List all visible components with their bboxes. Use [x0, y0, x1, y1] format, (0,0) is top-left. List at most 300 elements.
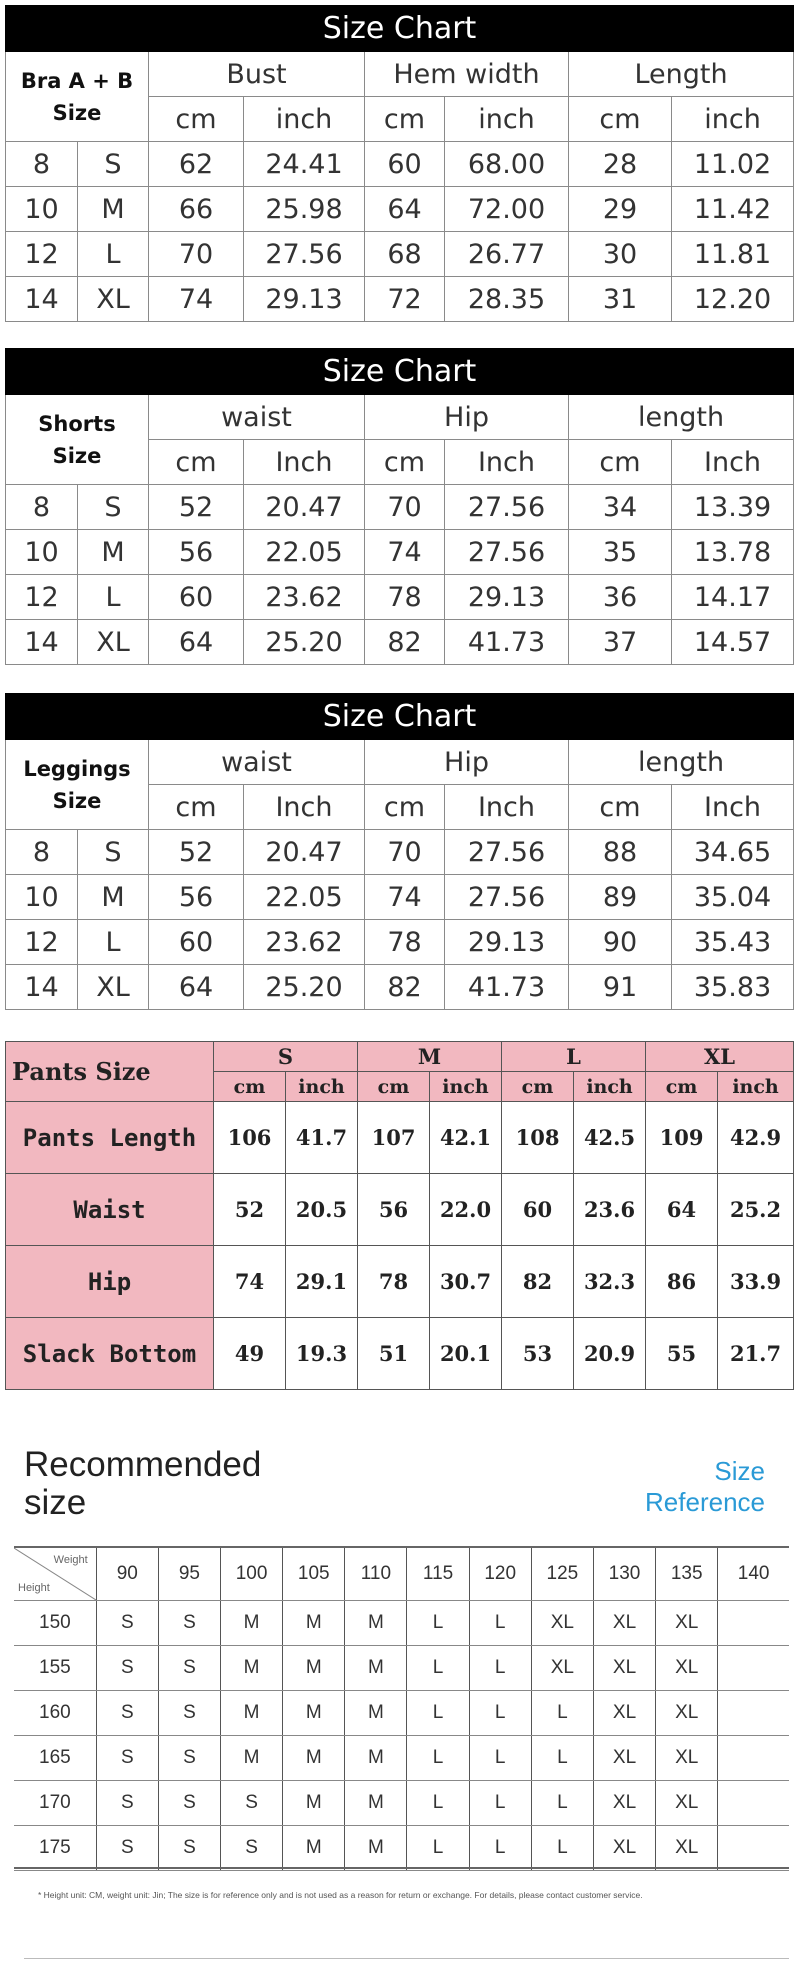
cell: 30 — [569, 232, 672, 277]
cell: 88 — [569, 830, 672, 875]
size-cell: XL — [593, 1736, 655, 1781]
cell: 8 — [6, 142, 78, 187]
cell: 64 — [365, 187, 445, 232]
cell: S — [78, 485, 149, 530]
cell: L — [78, 232, 149, 277]
cell: 74 — [365, 530, 445, 575]
unit-header: cm — [365, 440, 445, 485]
size-cell: M — [283, 1601, 345, 1646]
cell: 23.62 — [244, 920, 365, 965]
weight-header: 100 — [221, 1548, 283, 1601]
size-cell: L — [531, 1826, 593, 1871]
unit-header: cm — [502, 1072, 574, 1102]
cell: 89 — [569, 875, 672, 920]
table-row — [6, 232, 794, 277]
cell: 25.20 — [244, 620, 365, 665]
weight-header: 110 — [345, 1548, 407, 1601]
cell: 25.2 — [718, 1174, 794, 1246]
cell: 35.04 — [672, 875, 794, 920]
recommended-title — [24, 1446, 261, 1522]
size-cell: M — [345, 1826, 407, 1871]
size-cell: M — [221, 1646, 283, 1691]
unit-header: Inch — [244, 785, 365, 830]
cell: 64 — [149, 620, 244, 665]
cell: 52 — [214, 1174, 286, 1246]
cell: 19.3 — [286, 1318, 358, 1390]
cell: 35.43 — [672, 920, 794, 965]
cell: 12.20 — [672, 277, 794, 322]
size-cell: XL — [531, 1646, 593, 1691]
cell: 60 — [365, 142, 445, 187]
unit-header: cm — [569, 785, 672, 830]
cell: 28 — [569, 142, 672, 187]
cell: 10 — [6, 187, 78, 232]
cell: 41.73 — [445, 620, 569, 665]
table-corner — [14, 1548, 96, 1601]
table-row — [6, 965, 794, 1010]
unit-header: Inch — [672, 785, 794, 830]
unit-header: cm — [365, 785, 445, 830]
cell: 107 — [358, 1102, 430, 1174]
height-cell: 160 — [14, 1691, 96, 1736]
cell: 28.35 — [445, 277, 569, 322]
size-header: S — [214, 1042, 358, 1072]
divider — [24, 1958, 789, 1959]
unit-header: cm — [214, 1072, 286, 1102]
size-cell: M — [221, 1691, 283, 1736]
cell: 55 — [646, 1318, 718, 1390]
size-cell: L — [407, 1781, 469, 1826]
cell: 22.0 — [430, 1174, 502, 1246]
cell: 68 — [365, 232, 445, 277]
group-header: length — [569, 740, 794, 785]
cell: 30.7 — [430, 1246, 502, 1318]
cell: 68.00 — [445, 142, 569, 187]
size-reference-line2: Reference — [645, 1487, 765, 1517]
cell: 27.56 — [445, 485, 569, 530]
size-cell: XL — [656, 1646, 718, 1691]
cell: 12 — [6, 575, 78, 620]
size-label — [6, 395, 149, 485]
cell: 33.9 — [718, 1246, 794, 1318]
weight-header: 130 — [593, 1548, 655, 1601]
size-cell: S — [158, 1736, 220, 1781]
size-cell: L — [469, 1826, 531, 1871]
size-cell: XL — [593, 1646, 655, 1691]
unit-header: Inch — [672, 440, 794, 485]
size-cell — [718, 1781, 789, 1826]
cell: 41.73 — [445, 965, 569, 1010]
cell: 11.42 — [672, 187, 794, 232]
chart-title: Size Chart — [6, 694, 794, 740]
cell: 72 — [365, 277, 445, 322]
cell: 53 — [502, 1318, 574, 1390]
divider — [14, 1867, 789, 1869]
cell: M — [78, 187, 149, 232]
pants-size-label: Pants Size — [6, 1042, 214, 1102]
cell: 21.7 — [718, 1318, 794, 1390]
cell: 20.47 — [244, 830, 365, 875]
cell: 90 — [569, 920, 672, 965]
cell: M — [78, 875, 149, 920]
cell: 86 — [646, 1246, 718, 1318]
unit-header: cm — [569, 97, 672, 142]
size-header: XL — [646, 1042, 794, 1072]
size-cell: XL — [656, 1826, 718, 1871]
table-row — [6, 277, 794, 322]
cell: 29.1 — [286, 1246, 358, 1318]
cell: 106 — [214, 1102, 286, 1174]
cell: 36 — [569, 575, 672, 620]
cell: 20.5 — [286, 1174, 358, 1246]
weight-header: 95 — [158, 1548, 220, 1601]
cell: 8 — [6, 485, 78, 530]
size-cell: L — [407, 1826, 469, 1871]
size-cell: S — [96, 1646, 158, 1691]
pants-size-chart — [5, 1041, 794, 1390]
weight-header: 120 — [469, 1548, 531, 1601]
unit-header: cm — [358, 1072, 430, 1102]
cell: 11.02 — [672, 142, 794, 187]
size-cell: XL — [656, 1691, 718, 1736]
recommended-size-table — [14, 1548, 789, 1871]
cell: 34.65 — [672, 830, 794, 875]
size-cell: M — [345, 1736, 407, 1781]
size-cell: L — [469, 1736, 531, 1781]
size-reference — [645, 1456, 765, 1518]
size-cell: M — [283, 1691, 345, 1736]
table-row — [14, 1646, 789, 1691]
size-label — [6, 52, 149, 142]
footnote: * Height unit: CM, weight unit: Jin; The size is for reference only and is not used as a reason for return or exchange. For details, please contact customer service. — [38, 1890, 643, 1900]
unit-header: inch — [286, 1072, 358, 1102]
weight-header: 105 — [283, 1548, 345, 1601]
size-header: M — [358, 1042, 502, 1072]
cell: L — [78, 920, 149, 965]
size-cell: M — [283, 1646, 345, 1691]
cell: 52 — [149, 485, 244, 530]
size-cell: L — [469, 1781, 531, 1826]
size-cell — [718, 1601, 789, 1646]
size-cell: S — [96, 1736, 158, 1781]
group-header: Hip — [365, 740, 569, 785]
chart-title: Size Chart — [6, 349, 794, 395]
cell: 24.41 — [244, 142, 365, 187]
size-cell: M — [283, 1736, 345, 1781]
size-cell: M — [345, 1691, 407, 1736]
table-row — [6, 1246, 794, 1318]
row-label: Waist — [6, 1174, 214, 1246]
cell: 82 — [502, 1246, 574, 1318]
size-cell: S — [96, 1781, 158, 1826]
size-cell: S — [221, 1781, 283, 1826]
table-row — [14, 1601, 789, 1646]
unit-header: cm — [365, 97, 445, 142]
unit-header: Inch — [445, 785, 569, 830]
cell: 10 — [6, 530, 78, 575]
cell: 25.20 — [244, 965, 365, 1010]
cell: 14 — [6, 620, 78, 665]
cell: 25.98 — [244, 187, 365, 232]
cell: 27.56 — [445, 530, 569, 575]
table-row — [6, 920, 794, 965]
table-row — [6, 830, 794, 875]
cell: 74 — [214, 1246, 286, 1318]
cell: 60 — [149, 920, 244, 965]
cell: 91 — [569, 965, 672, 1010]
cell: 108 — [502, 1102, 574, 1174]
cell: 35 — [569, 530, 672, 575]
cell: 29.13 — [244, 277, 365, 322]
size-cell — [718, 1826, 789, 1871]
cell: 12 — [6, 232, 78, 277]
size-cell: M — [345, 1601, 407, 1646]
size-cell: S — [158, 1646, 220, 1691]
size-label — [6, 740, 149, 830]
size-cell: XL — [593, 1781, 655, 1826]
size-label-text: Shorts Size — [38, 411, 116, 468]
cell: 13.39 — [672, 485, 794, 530]
cell: 52 — [149, 830, 244, 875]
cell: 26.77 — [445, 232, 569, 277]
size-cell: XL — [656, 1736, 718, 1781]
cell: S — [78, 142, 149, 187]
size-cell: XL — [656, 1781, 718, 1826]
size-cell: L — [531, 1736, 593, 1781]
cell: 29.13 — [445, 575, 569, 620]
cell: 82 — [365, 620, 445, 665]
size-chart-bra — [5, 5, 794, 322]
unit-header: inch — [445, 97, 569, 142]
size-cell: M — [221, 1736, 283, 1781]
cell: 66 — [149, 187, 244, 232]
size-cell: S — [96, 1826, 158, 1871]
row-label: Pants Length — [6, 1102, 214, 1174]
group-header: waist — [149, 395, 365, 440]
size-cell: L — [469, 1691, 531, 1736]
corner-height-label: Height — [18, 1582, 50, 1594]
size-cell: S — [158, 1691, 220, 1736]
cell: M — [78, 530, 149, 575]
size-chart-shorts — [5, 348, 794, 665]
cell: 14.17 — [672, 575, 794, 620]
weight-header: 140 — [718, 1548, 789, 1601]
height-cell: 155 — [14, 1646, 96, 1691]
unit-header: cm — [569, 440, 672, 485]
cell: 74 — [365, 875, 445, 920]
table-row — [6, 1318, 794, 1390]
unit-header: Inch — [244, 440, 365, 485]
group-header: Length — [569, 52, 794, 97]
size-cell: XL — [593, 1601, 655, 1646]
cell: XL — [78, 620, 149, 665]
size-label-text: Bra A + B Size — [20, 68, 134, 125]
table-row — [6, 187, 794, 232]
recommended-title-line1: Recommended — [24, 1445, 262, 1484]
size-cell: L — [407, 1691, 469, 1736]
cell: 56 — [358, 1174, 430, 1246]
group-header: Hip — [365, 395, 569, 440]
cell: 29 — [569, 187, 672, 232]
cell: 70 — [365, 485, 445, 530]
weight-header: 90 — [96, 1548, 158, 1601]
cell: 14 — [6, 277, 78, 322]
cell: 20.1 — [430, 1318, 502, 1390]
cell: 70 — [365, 830, 445, 875]
unit-header: cm — [149, 97, 244, 142]
cell: 51 — [358, 1318, 430, 1390]
size-cell: XL — [593, 1691, 655, 1736]
cell: XL — [78, 277, 149, 322]
cell: 42.5 — [574, 1102, 646, 1174]
table-row — [6, 875, 794, 920]
cell: S — [78, 830, 149, 875]
size-cell — [718, 1736, 789, 1781]
size-cell: L — [531, 1691, 593, 1736]
size-cell — [718, 1691, 789, 1736]
weight-header: 135 — [656, 1548, 718, 1601]
size-cell: L — [407, 1736, 469, 1781]
cell: 42.9 — [718, 1102, 794, 1174]
size-cell: L — [407, 1646, 469, 1691]
table-row — [14, 1826, 789, 1871]
cell: 20.47 — [244, 485, 365, 530]
cell: 29.13 — [445, 920, 569, 965]
cell: 78 — [365, 920, 445, 965]
size-cell: S — [221, 1826, 283, 1871]
size-header: L — [502, 1042, 646, 1072]
table-row — [6, 142, 794, 187]
unit-header: inch — [430, 1072, 502, 1102]
size-cell: XL — [531, 1601, 593, 1646]
unit-header: inch — [672, 97, 794, 142]
row-label: Hip — [6, 1246, 214, 1318]
cell: 60 — [149, 575, 244, 620]
cell: 64 — [149, 965, 244, 1010]
weight-header: 115 — [407, 1548, 469, 1601]
cell: 109 — [646, 1102, 718, 1174]
cell: 32.3 — [574, 1246, 646, 1318]
corner-weight-label: Weight — [53, 1554, 88, 1566]
size-cell — [718, 1646, 789, 1691]
cell: 74 — [149, 277, 244, 322]
cell: 27.56 — [445, 875, 569, 920]
cell: 62 — [149, 142, 244, 187]
cell: 27.56 — [445, 830, 569, 875]
cell: 14 — [6, 965, 78, 1010]
size-cell: M — [283, 1781, 345, 1826]
size-cell: M — [345, 1781, 407, 1826]
cell: 34 — [569, 485, 672, 530]
unit-header: inch — [244, 97, 365, 142]
cell: 14.57 — [672, 620, 794, 665]
cell: 12 — [6, 920, 78, 965]
table-row — [6, 1102, 794, 1174]
table-row — [14, 1781, 789, 1826]
size-cell: M — [345, 1646, 407, 1691]
table-row — [6, 575, 794, 620]
weight-header: 125 — [531, 1548, 593, 1601]
size-cell: S — [158, 1601, 220, 1646]
cell: 41.7 — [286, 1102, 358, 1174]
cell: 22.05 — [244, 530, 365, 575]
size-cell: S — [96, 1691, 158, 1736]
cell: 23.62 — [244, 575, 365, 620]
unit-header: inch — [574, 1072, 646, 1102]
row-label: Slack Bottom — [6, 1318, 214, 1390]
cell: 60 — [502, 1174, 574, 1246]
group-header: length — [569, 395, 794, 440]
size-cell: M — [221, 1601, 283, 1646]
size-cell: XL — [593, 1826, 655, 1871]
group-header: Hem width — [365, 52, 569, 97]
table-row — [6, 485, 794, 530]
size-cell: S — [158, 1781, 220, 1826]
size-cell: L — [469, 1646, 531, 1691]
height-cell: 150 — [14, 1601, 96, 1646]
unit-header: cm — [149, 440, 244, 485]
cell: 23.6 — [574, 1174, 646, 1246]
size-cell: S — [158, 1826, 220, 1871]
size-cell: XL — [656, 1601, 718, 1646]
cell: 13.78 — [672, 530, 794, 575]
cell: 42.1 — [430, 1102, 502, 1174]
cell: 78 — [358, 1246, 430, 1318]
cell: 20.9 — [574, 1318, 646, 1390]
recommended-title-line2: size — [24, 1483, 87, 1522]
table-row — [14, 1691, 789, 1736]
cell: 70 — [149, 232, 244, 277]
table-row — [6, 620, 794, 665]
unit-header: inch — [718, 1072, 794, 1102]
group-header: Bust — [149, 52, 365, 97]
table-row — [6, 530, 794, 575]
size-reference-line1: Size — [714, 1456, 765, 1486]
cell: 10 — [6, 875, 78, 920]
table-row — [14, 1736, 789, 1781]
cell: 11.81 — [672, 232, 794, 277]
cell: 31 — [569, 277, 672, 322]
height-cell: 175 — [14, 1826, 96, 1871]
cell: 78 — [365, 575, 445, 620]
size-label-text: Leggings Size — [23, 756, 131, 813]
group-header: waist — [149, 740, 365, 785]
cell: 37 — [569, 620, 672, 665]
chart-title: Size Chart — [6, 6, 794, 52]
size-cell: M — [283, 1826, 345, 1871]
cell: 56 — [149, 530, 244, 575]
cell: L — [78, 575, 149, 620]
cell: 82 — [365, 965, 445, 1010]
size-cell: S — [96, 1601, 158, 1646]
cell: 27.56 — [244, 232, 365, 277]
cell: 8 — [6, 830, 78, 875]
unit-header: Inch — [445, 440, 569, 485]
size-cell: L — [469, 1601, 531, 1646]
cell: XL — [78, 965, 149, 1010]
table-row — [6, 1174, 794, 1246]
size-cell: L — [407, 1601, 469, 1646]
cell: 49 — [214, 1318, 286, 1390]
height-cell: 170 — [14, 1781, 96, 1826]
size-chart-leggings — [5, 693, 794, 1010]
cell: 56 — [149, 875, 244, 920]
unit-header: cm — [149, 785, 244, 830]
cell: 22.05 — [244, 875, 365, 920]
cell: 35.83 — [672, 965, 794, 1010]
cell: 72.00 — [445, 187, 569, 232]
height-cell: 165 — [14, 1736, 96, 1781]
